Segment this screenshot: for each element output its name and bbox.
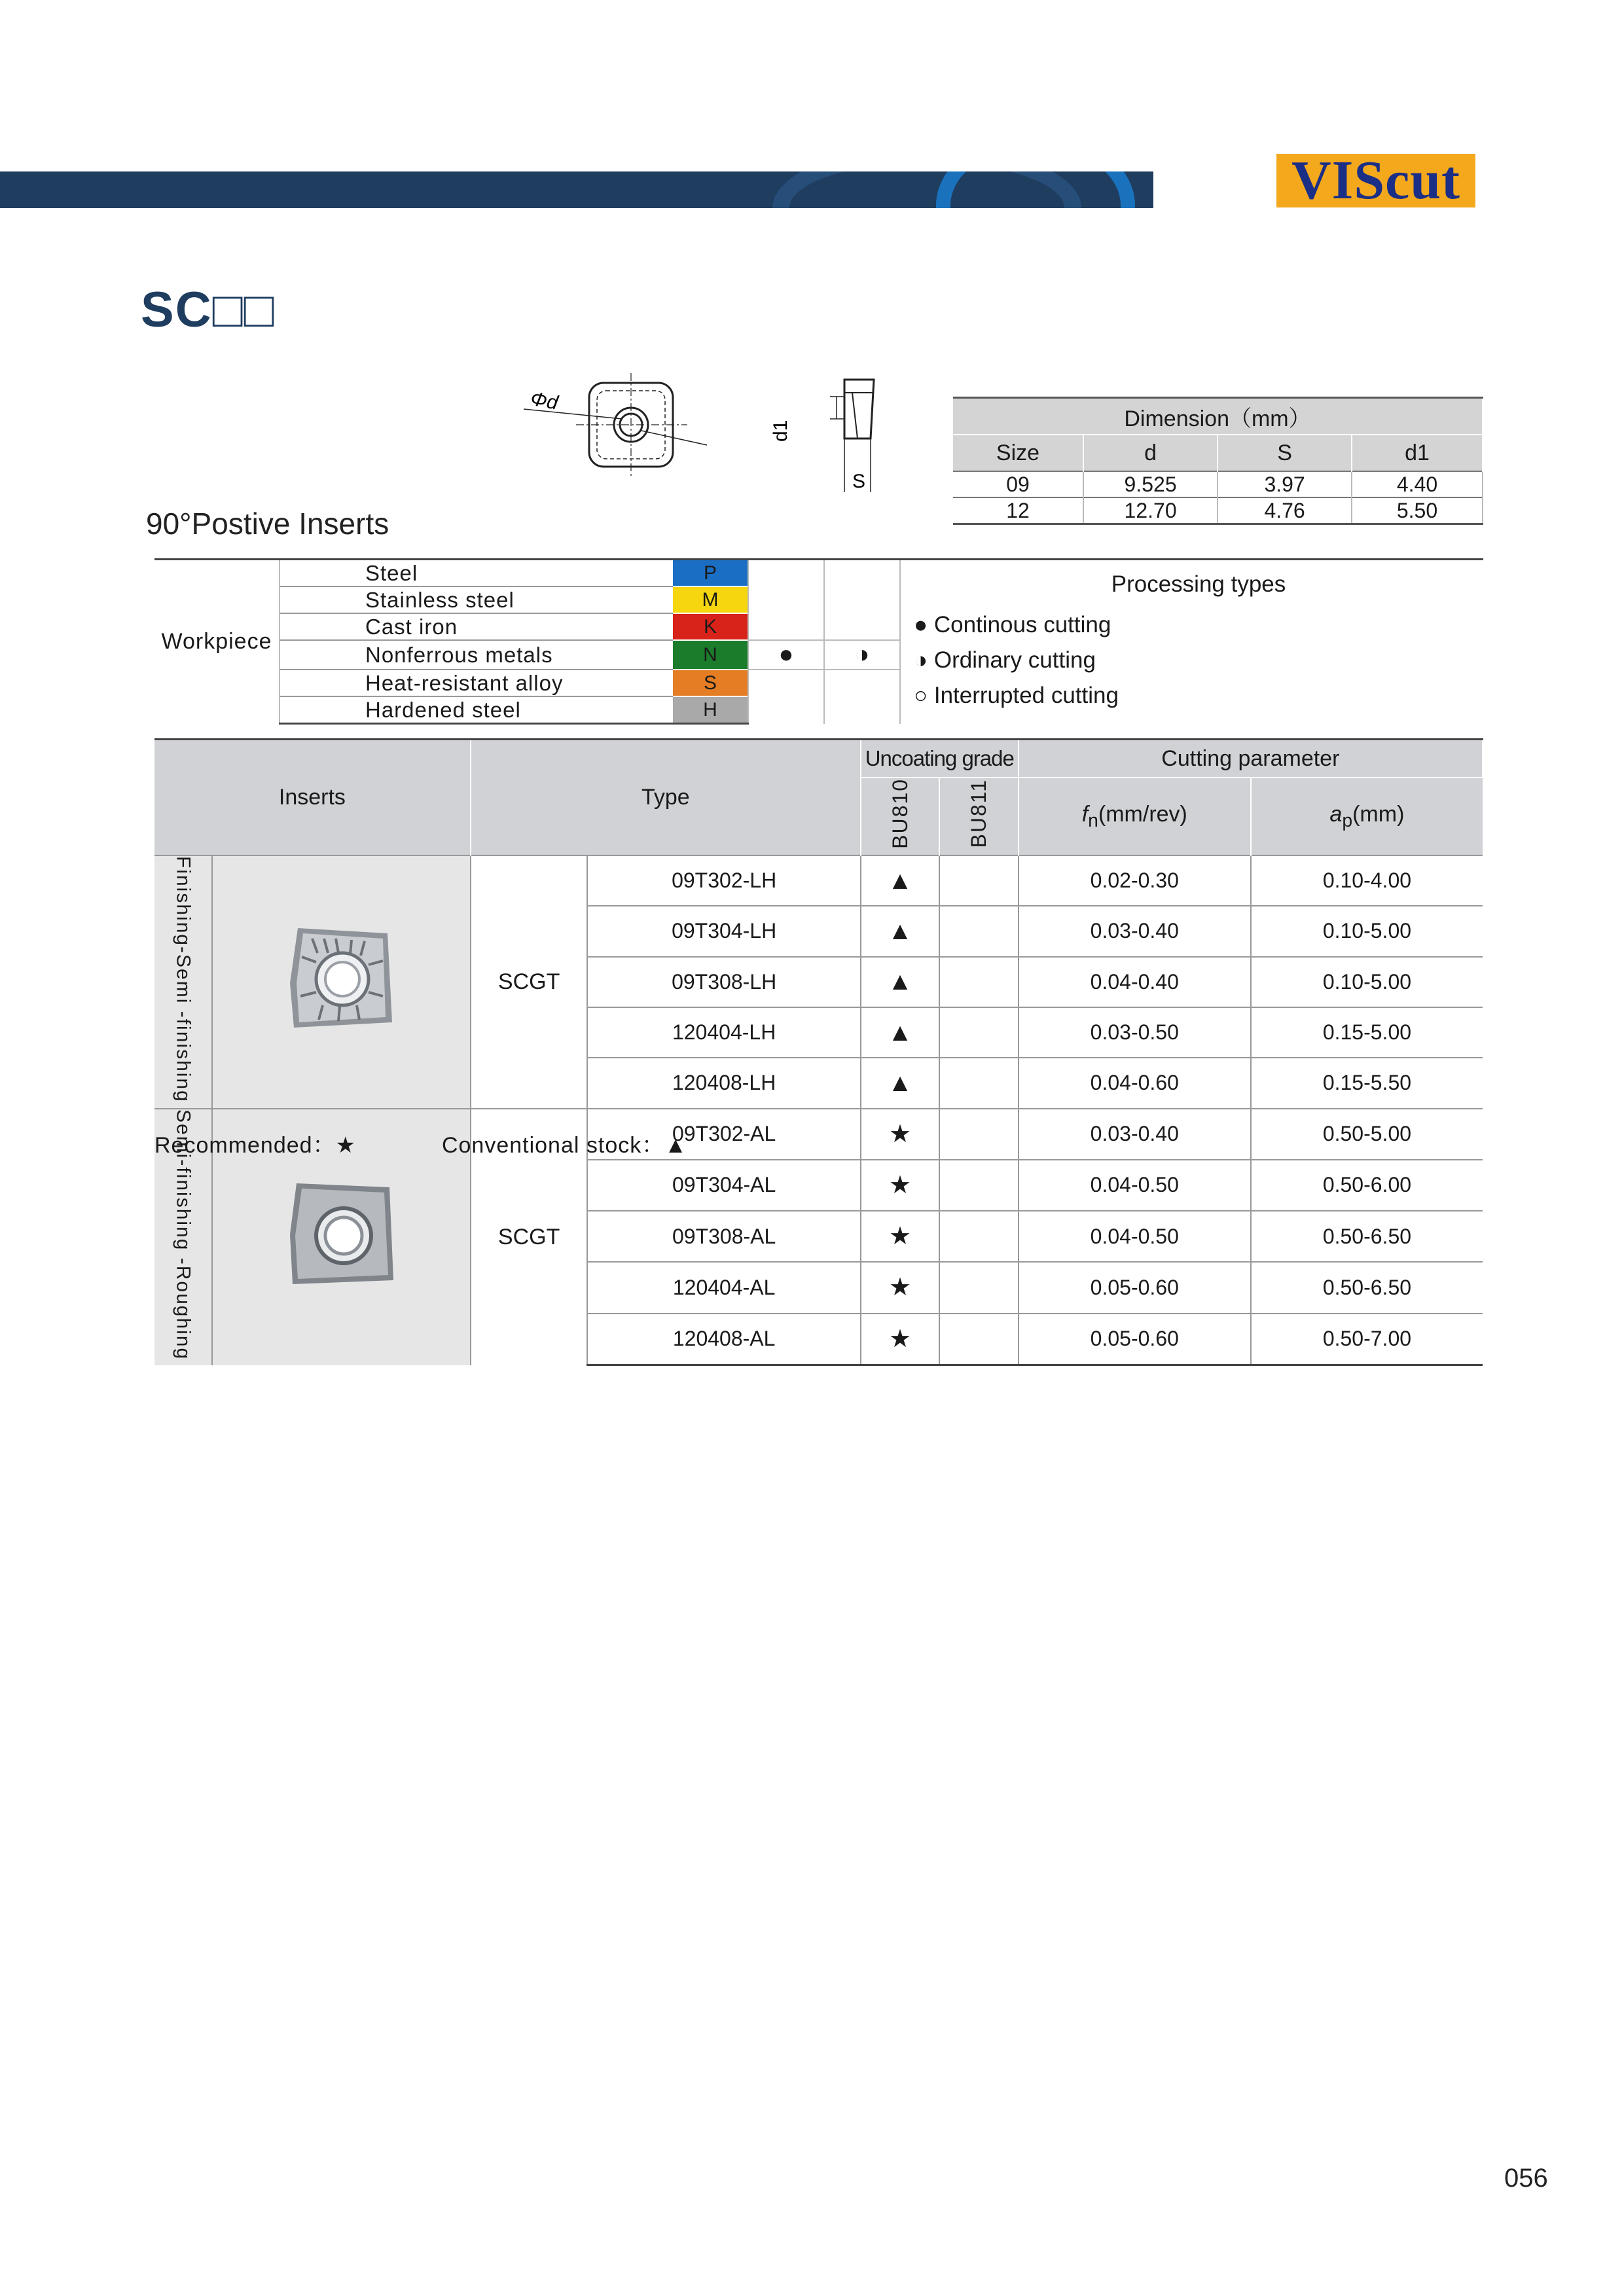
grade-bu810-header: [861, 778, 939, 855]
grade-group-header: Uncoating grade: [861, 740, 1019, 778]
ap-value: 0.10-5.00: [1251, 906, 1483, 956]
dimension-table: [953, 397, 1483, 525]
bu810-availability: ▲: [861, 906, 939, 956]
insert-type: SCGT: [471, 1109, 588, 1365]
s-label: S: [852, 471, 866, 492]
bu810-availability: ▲: [861, 1058, 939, 1108]
bu810-availability: ★: [861, 1109, 939, 1160]
fn-value: 0.03-0.50: [1019, 1007, 1251, 1058]
processing-continuous: ● Continous cutting: [914, 612, 1111, 637]
band-swoosh: [936, 171, 1135, 208]
fn-header: [1019, 778, 1251, 855]
insert-code: 09T304-LH: [587, 906, 860, 956]
dimension-header: S: [1218, 435, 1352, 471]
type-header: Type: [471, 740, 861, 855]
dimension-cell: 3.97: [1218, 471, 1352, 497]
dimension-cell: 12: [953, 497, 1083, 524]
bu810-symbol: ●: [748, 640, 824, 670]
insert-image-cell: [212, 855, 471, 1109]
bu810-blank: [748, 670, 824, 724]
insert-code: 09T302-AL: [587, 1109, 860, 1160]
page-title: SC□□: [141, 282, 276, 338]
material-code: P: [673, 560, 748, 587]
bu811-availability: [939, 1160, 1018, 1211]
fn-value: 0.04-0.50: [1019, 1211, 1251, 1262]
fn-unit: (mm/rev): [1098, 801, 1187, 827]
fn-value: 0.05-0.60: [1019, 1262, 1251, 1313]
processing-title: Processing types: [1111, 571, 1286, 597]
ap-unit: (mm): [1352, 801, 1405, 827]
inserts-table: [154, 738, 1483, 1366]
ap-value: 0.10-4.00: [1251, 855, 1483, 906]
material-code: H: [673, 696, 748, 724]
material-name: Hardened steel: [280, 696, 673, 724]
ap-value: 0.15-5.00: [1251, 1007, 1483, 1058]
ap-value: 0.50-7.00: [1251, 1314, 1483, 1365]
dimension-cell: 12.70: [1083, 497, 1218, 524]
material-code: N: [673, 640, 748, 670]
fn-value: 0.02-0.30: [1019, 855, 1251, 906]
bu811-availability: [939, 1109, 1018, 1160]
table-row: [953, 497, 1483, 524]
bu811-availability: [939, 906, 1018, 956]
bu811-symbol: ◑: [824, 640, 900, 670]
dimension-cell: 5.50: [1352, 497, 1483, 524]
d1-label: d1: [770, 420, 791, 442]
dimension-title: Dimension（mm）: [953, 398, 1483, 435]
insert-type: SCGT: [471, 855, 588, 1109]
insert-code: 09T302-LH: [587, 855, 860, 906]
group-label: Semi-finishing -Roughing: [172, 1109, 194, 1360]
insert-top-view: [524, 373, 707, 478]
bu811-blank: [824, 670, 900, 724]
brand-logo: VIScut: [1276, 154, 1475, 207]
fn-symbol: f: [1081, 801, 1089, 827]
inserts-header: Inserts: [154, 740, 471, 855]
ap-symbol: a: [1329, 801, 1343, 827]
dimension-header: Size: [953, 435, 1083, 471]
workpiece-table: [154, 558, 1483, 725]
processing-interrupted: ○ Interrupted cutting: [914, 683, 1119, 708]
grade-bu811-label: BU811: [967, 779, 990, 848]
material-code: K: [673, 613, 748, 640]
table-row: [953, 471, 1483, 497]
table-row: [154, 855, 1483, 906]
dimension-cell: 4.76: [1218, 497, 1352, 524]
insert-code: 120404-AL: [587, 1262, 860, 1313]
fn-value: 0.04-0.40: [1019, 957, 1251, 1007]
insert-lh-image: [286, 924, 397, 1034]
ap-value: 0.50-5.00: [1251, 1109, 1483, 1160]
group-label: Finishing-Semi -finishing: [172, 855, 194, 1103]
bu811-availability: [939, 957, 1018, 1007]
material-row: [154, 560, 1483, 587]
insert-al-image: [286, 1179, 397, 1289]
cutting-group-header: Cutting parameter: [1019, 740, 1483, 778]
ap-value: 0.50-6.50: [1251, 1211, 1483, 1262]
dimension-cell: 4.40: [1352, 471, 1483, 497]
bu810-availability: ★: [861, 1314, 939, 1365]
page-number: 056: [1504, 2164, 1548, 2193]
bu810-availability: ▲: [861, 957, 939, 1007]
bu811-availability: [939, 1314, 1018, 1365]
material-code: S: [673, 670, 748, 696]
bu811-availability: [939, 1262, 1018, 1313]
bu810-availability: ★: [861, 1211, 939, 1262]
insert-code: 120404-LH: [587, 1007, 860, 1058]
bu810-availability: ★: [861, 1262, 939, 1313]
bu810-blank: [748, 560, 824, 641]
grade-bu811-header: [939, 778, 1018, 855]
fn-value: 0.03-0.40: [1019, 1109, 1251, 1160]
insert-side-view: [770, 380, 874, 492]
fn-value: 0.05-0.60: [1019, 1314, 1251, 1365]
ap-value: 0.50-6.00: [1251, 1160, 1483, 1211]
fn-subscript: n: [1088, 810, 1098, 831]
insert-code: 09T308-AL: [587, 1211, 860, 1262]
processing-types: [900, 560, 1483, 724]
insert-drawing: [517, 373, 884, 504]
bu811-availability: [939, 855, 1018, 906]
insert-code: 120408-AL: [587, 1314, 860, 1365]
fn-value: 0.04-0.50: [1019, 1160, 1251, 1211]
ap-value: 0.15-5.50: [1251, 1058, 1483, 1108]
material-name: Steel: [280, 560, 673, 587]
legend-recommended: Recommended：★: [154, 1133, 357, 1158]
ap-value: 0.10-5.00: [1251, 957, 1483, 1007]
workpiece-label: Workpiece: [154, 560, 280, 724]
legend-stock: Conventional stock：▲: [441, 1133, 687, 1158]
header-band: [0, 171, 1153, 208]
grade-bu810-label: BU810: [888, 778, 912, 849]
bu810-availability: ▲: [861, 1007, 939, 1058]
bu811-availability: [939, 1211, 1018, 1262]
material-name: Stainless steel: [280, 586, 673, 613]
bu811-blank: [824, 560, 900, 641]
dimension-header: d1: [1352, 435, 1483, 471]
fn-value: 0.04-0.60: [1019, 1058, 1251, 1108]
page-subtitle: 90°Postive Inserts: [146, 507, 389, 541]
material-name: Nonferrous metals: [280, 640, 673, 670]
dimension-cell: 09: [953, 471, 1083, 497]
insert-code: 09T308-LH: [587, 957, 860, 1007]
processing-ordinary: ◑ Ordinary cutting: [914, 647, 1096, 673]
dimension-cell: 9.525: [1083, 471, 1218, 497]
insert-code: 120408-LH: [587, 1058, 860, 1108]
ap-header: [1251, 778, 1483, 855]
group-label-cell: [154, 855, 212, 1109]
material-name: Cast iron: [280, 613, 673, 640]
bu810-availability: ▲: [861, 855, 939, 906]
ap-subscript: p: [1342, 810, 1353, 831]
material-name: Heat-resistant alloy: [280, 670, 673, 696]
bu811-availability: [939, 1007, 1018, 1058]
bu811-availability: [939, 1058, 1018, 1108]
d-label: Φd: [528, 387, 560, 414]
dimension-header: d: [1083, 435, 1218, 471]
fn-value: 0.03-0.40: [1019, 906, 1251, 956]
bu810-availability: ★: [861, 1160, 939, 1211]
material-code: M: [673, 586, 748, 613]
legend: [154, 1127, 687, 1159]
insert-code: 09T304-AL: [587, 1160, 860, 1211]
ap-value: 0.50-6.50: [1251, 1262, 1483, 1313]
